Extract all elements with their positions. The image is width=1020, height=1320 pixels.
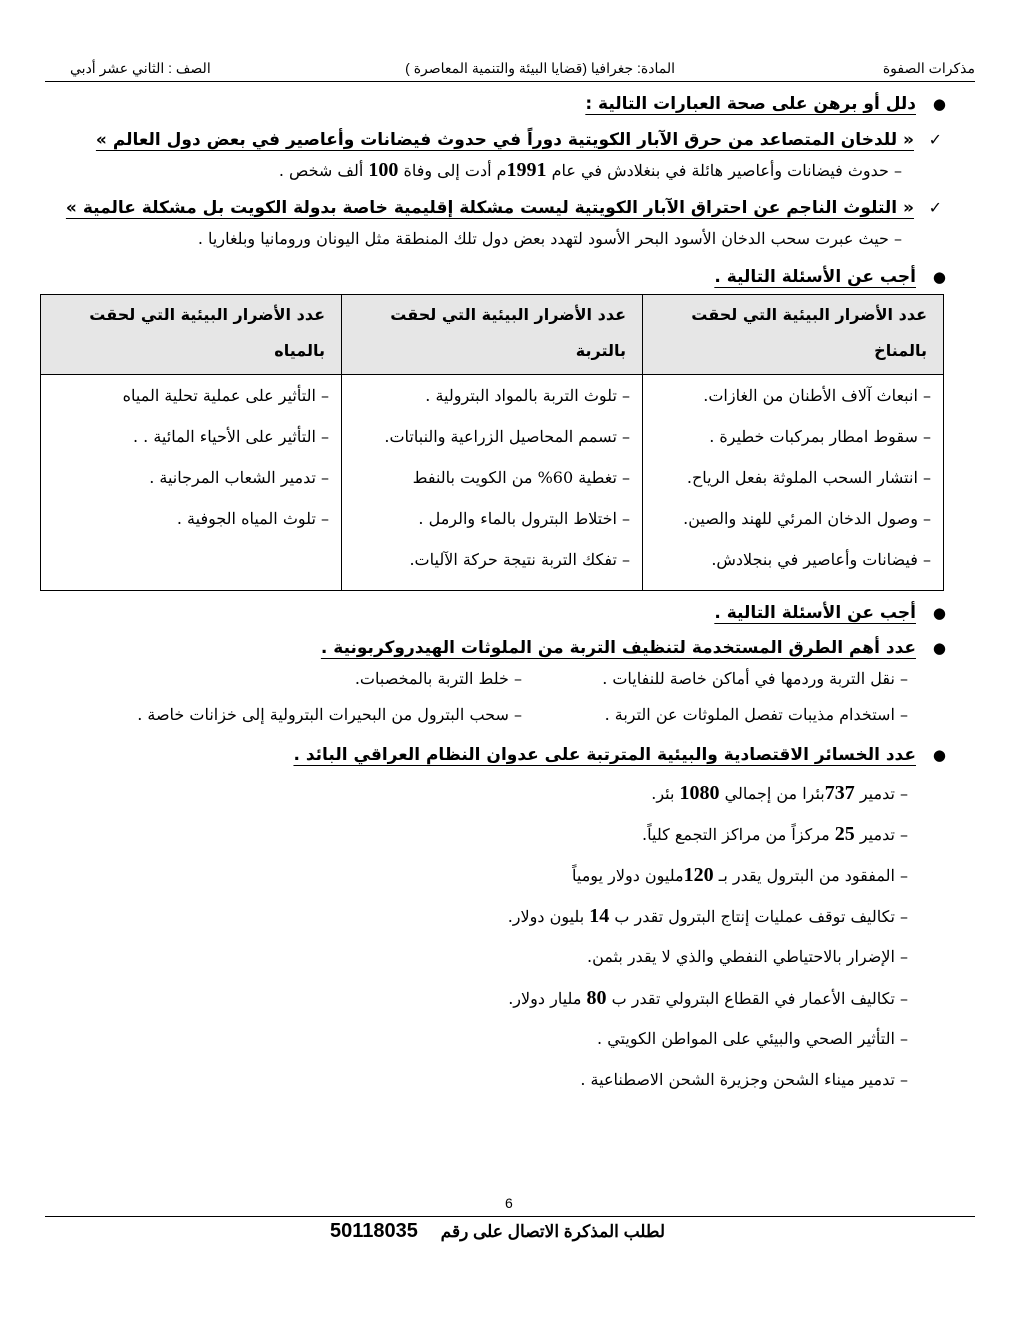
list-item: [40, 942, 908, 983]
loss-number: 737: [824, 782, 855, 804]
statement-1: [40, 130, 942, 150]
loss-text: – تكاليف توقف عمليات إنتاج البترول تقدر ب: [609, 907, 908, 926]
list-item: – التأثير على الأحياء المائية . .: [133, 427, 329, 446]
list-item: – تفكك التربة نتيجة حركة الآليات.: [409, 550, 630, 569]
statement-1-answer: [40, 160, 902, 180]
list-item: – فيضانات وأعاصير في بنجلادش.: [711, 550, 931, 569]
list-item: – تسمم المحاصيل الزراعية والنباتات.: [384, 427, 630, 446]
loss-text: مليار دولار.: [508, 989, 587, 1008]
loss-text: مركزاً من مراكز التجمع كلياً.: [642, 825, 835, 844]
loss-text: – تدمير: [854, 825, 908, 844]
section1-title: دلل أو برهن على صحة العبارات التالية :: [585, 94, 916, 114]
loss-number: 80: [586, 987, 607, 1009]
loss-text: – الإضرار بالاحتياطي النفطي والذي لا يقدر بثمن.: [587, 947, 908, 966]
contact-text: لطلب المذكرة الاتصال على رقم: [440, 1222, 666, 1241]
answer-text: ألف شخص .: [278, 161, 369, 180]
list-item: – التأثير على عملية تحلية المياه: [122, 386, 329, 405]
section3-title: أجب عن الأسئلة التالية .: [714, 603, 916, 623]
footer-divider: [45, 1216, 975, 1217]
list-item: [40, 1024, 908, 1065]
list-item: – خلط التربة بالمخصبات.: [354, 669, 522, 688]
section3-heading: [40, 605, 944, 622]
header-water: [41, 295, 342, 375]
contact-phone: 50118035: [330, 1220, 418, 1242]
header-line: بالمناخ: [874, 341, 927, 360]
q2-heading: [40, 747, 944, 764]
list-item: – تدمير الشعاب المرجانية .: [149, 468, 329, 487]
list-item: [40, 901, 908, 942]
q2-title: عدد الخسائر الاقتصادية والبيئية المترتبة على عدوان النظام العراقي البائد .: [293, 745, 916, 765]
header-line: بالتربة: [575, 341, 626, 360]
q1-title: عدد أهم الطرق المستخدمة لتنظيف التربة من الملوثات الهيدروكربونية .: [320, 638, 916, 658]
section2-title: أجب عن الأسئلة التالية .: [714, 267, 916, 287]
list-item: – نقل التربة وردمها في أماكن خاصة للنفايات .: [602, 669, 908, 688]
list-item: – اختلاط البترول بالماء والرمل .: [418, 509, 630, 528]
loss-number: 120: [683, 864, 714, 886]
loss-text: – تدمير ميناء الشحن وجزيرة الشحن الاصطناعية .: [580, 1070, 908, 1089]
list-item: – سقوط امطار بمركبات خطيرة .: [709, 427, 931, 446]
loss-number: 14: [589, 905, 610, 927]
answer-text: – حدوث فيضانات وأعاصير هائلة في بنغلادش في عام: [546, 161, 902, 180]
header-grade: الصف : الثاني عشر أدبي: [70, 60, 211, 76]
loss-text: بئرا من إجمالي: [719, 784, 825, 803]
loss-text: بليون دولار.: [507, 907, 590, 926]
statement-2-answer: – حيث عبرت سحب الدخان الأسود البحر الأسود لتهدد بعض دول تلك المنطقة مثل اليونان ورومانيا وبلغاريا .: [197, 229, 902, 248]
loss-text: – تكاليف الأعمار في القطاع البترولي تقدر ب: [606, 989, 908, 1008]
header-climate: [643, 295, 944, 375]
checkmark-icon: ✓: [928, 130, 942, 149]
section2-heading: [40, 269, 944, 286]
header-line: عدد الأضرار البيئية التي لحقت: [691, 305, 927, 324]
header-line: عدد الأضرار البيئية التي لحقت: [89, 305, 325, 324]
list-item: [40, 819, 908, 860]
soil-cell: [342, 375, 643, 591]
list-item: – وصول الدخان المرئي للهند والصين.: [683, 509, 931, 528]
list-item: – سحب البترول من البحيرات البترولية إلى خزانات خاصة .: [137, 705, 522, 724]
list-item: – تلوث المياه الجوفية .: [176, 509, 329, 528]
list-item: [40, 778, 908, 819]
water-cell: [41, 375, 342, 591]
damages-table: [40, 294, 944, 591]
list-item: – انتشار السحب الملوثة بفعل الرياح.: [686, 468, 931, 487]
bullet-icon: ●: [932, 639, 946, 657]
list-item: – تغطية 60% من الكويت بالنفط: [412, 468, 630, 487]
climate-cell: [643, 375, 944, 591]
header-soil: [342, 295, 643, 375]
statement-1-quote: « للدخان المتصاعد من حرق الآبار الكويتية دوراً في حدوث فيضانات وأعاصير في بعض دول العالم »: [95, 130, 914, 150]
header-subject: المادة: جغرافيا (قضايا البيئة والتنمية المعاصرة ): [405, 60, 675, 76]
answer-text: م أدت إلى وفاة: [398, 161, 507, 180]
statement-2-quote: « التلوث الناجم عن احتراق الآبار الكويتية ليست مشكلة إقليمية خاصة بدولة الكويت بل مشكلة عالمية »: [65, 198, 914, 218]
loss-text: – المفقود من البترول يقدر بـ: [713, 866, 908, 885]
loss-text: مليون دولار يومياً: [572, 866, 684, 885]
header-line: عدد الأضرار البيئية التي لحقت: [390, 305, 626, 324]
page-header: [45, 58, 975, 82]
losses-list: [40, 778, 908, 1106]
section1-heading: [40, 96, 944, 113]
list-item: – تلوث التربة بالمواد البترولية .: [425, 386, 630, 405]
table-header-row: [41, 295, 944, 375]
bullet-icon: ●: [932, 746, 946, 764]
list-item: [40, 1065, 908, 1106]
loss-text: – التأثير الصحي والبيئي على المواطن الكويتي .: [597, 1029, 908, 1048]
list-item: – انبعاث آلاف الأطنان من الغازات.: [703, 386, 931, 405]
checkmark-icon: ✓: [928, 198, 942, 217]
q1-heading: [40, 640, 944, 657]
bullet-icon: ●: [932, 604, 946, 622]
bullet-icon: ●: [932, 268, 946, 286]
table-row: [41, 375, 944, 591]
loss-number: 25: [834, 823, 855, 845]
list-item: [40, 860, 908, 901]
header-line: بالمياه: [274, 341, 325, 360]
cleaning-methods: [40, 669, 942, 749]
header-brand: مذكرات الصفوة: [882, 60, 975, 76]
loss-text: بئر.: [651, 784, 680, 803]
statement-2: [40, 198, 942, 218]
bullet-icon: ●: [932, 95, 946, 113]
answer-count: 100: [368, 159, 399, 181]
page-number: 6: [505, 1195, 513, 1211]
loss-number: 1080: [679, 782, 720, 804]
page-content: [40, 92, 946, 1106]
footer-contact: [330, 1220, 665, 1243]
loss-text: – تدمير: [854, 784, 908, 803]
answer-year: 1991: [506, 159, 547, 181]
list-item: [40, 983, 908, 1024]
list-item: – استخدام مذيبات تفصل الملوثات عن التربة .: [604, 705, 908, 724]
